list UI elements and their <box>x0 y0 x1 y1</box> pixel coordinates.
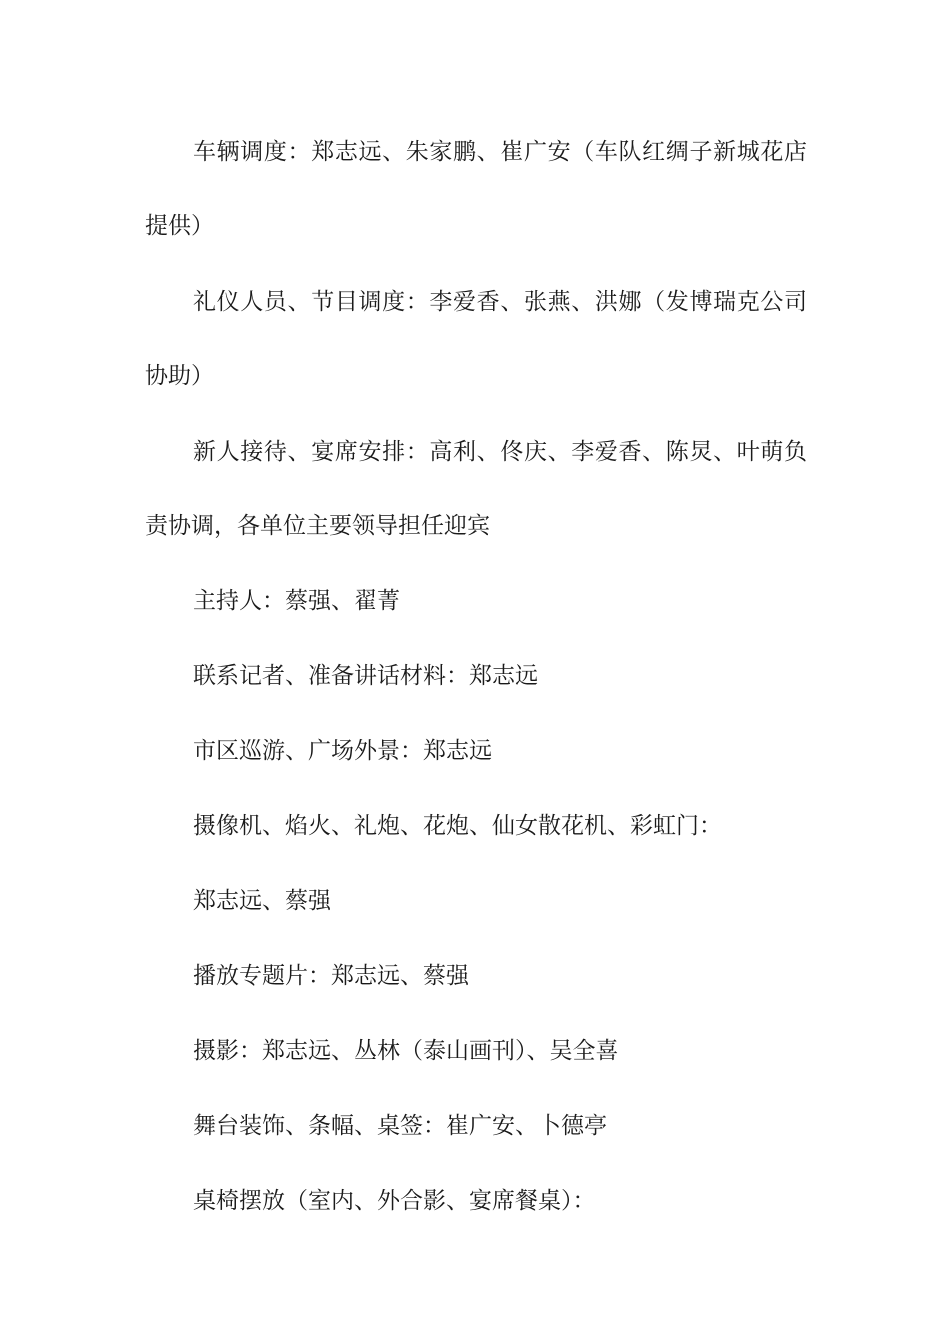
paragraph-hosts: 主持人：蔡强、翟菁 <box>193 588 400 614</box>
paragraph-reception-banquet: 新人接待、宴席安排：高利、佟庆、李爱香、陈炅、叶萌负责协调，各单位主要领导担任迎宾 <box>145 439 807 539</box>
paragraph-press-materials: 联系记者、准备讲话材料：郑志远 <box>193 663 538 689</box>
paragraph-video-playback: 播放专题片：郑志远、蔡强 <box>193 963 469 989</box>
paragraph-equipment: 摄像机、焰火、礼炮、花炮、仙女散花机、彩虹门： <box>193 813 722 839</box>
paragraph-vehicle-dispatch: 车辆调度：郑志远、朱家鹏、崔广安（车队红绸子新城花店提供） <box>145 139 807 239</box>
document-body <box>145 133 807 1258</box>
paragraph-etiquette-staff: 礼仪人员、节目调度：李爱香、张燕、洪娜（发博瑞克公司协助） <box>145 289 807 389</box>
paragraph-photography: 摄影：郑志远、丛林（泰山画刊）、吴全喜 <box>193 1038 619 1064</box>
paragraph-furniture: 桌椅摆放（室内、外合影、宴席餐桌）： <box>193 1188 596 1214</box>
paragraph-equipment-staff: 郑志远、蔡强 <box>193 888 331 914</box>
paragraph-stage-decoration: 舞台装饰、条幅、桌签：崔广安、卜德亭 <box>193 1113 607 1139</box>
paragraph-city-parade: 市区巡游、广场外景：郑志远 <box>193 738 492 764</box>
